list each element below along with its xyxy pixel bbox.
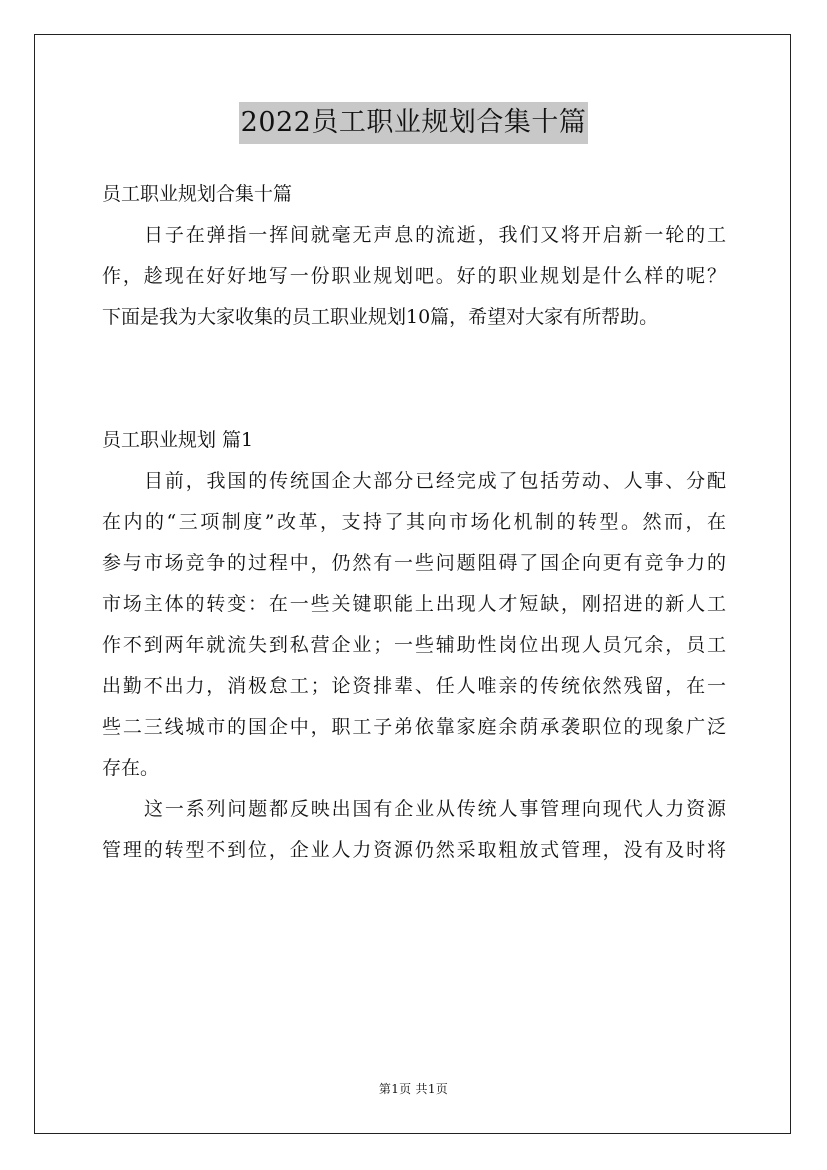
paragraph-line: 出勤不出力，消极怠工；论资排辈、任人唯亲的传统依然残留，在一 [102, 675, 726, 697]
page-footer: 第1页 共1页 [378, 1082, 449, 1096]
paragraph-line: 存在。 [102, 757, 160, 779]
section-paragraph-2 [102, 789, 726, 871]
paragraph-line: 参与市场竞争的过程中，仍然有一些问题阻碍了国企向更有竞争力的 [102, 552, 726, 574]
paragraph-line: 在内的“三项制度”改革，支持了其向市场化机制的转型。然而，在 [102, 511, 726, 533]
paragraph-line: 目前，我国的传统国企大部分已经完成了包括劳动、人事、分配 [144, 470, 726, 492]
title-container [0, 102, 827, 144]
document-title: 2022员工职业规划合集十篇 [239, 102, 589, 144]
document-subtitle: 员工职业规划合集十篇 [102, 183, 293, 205]
paragraph-line: 作不到两年就流失到私营企业；一些辅助性岗位出现人员冗余，员工 [102, 634, 726, 656]
blank-spacer [102, 338, 726, 420]
paragraph-line: 些二三线城市的国企中，职工子弟依靠家庭余荫承袭职位的现象广泛 [102, 716, 726, 738]
paragraph-line: 管理的转型不到位，企业人力资源仍然采取粗放式管理，没有及时将 [102, 839, 726, 861]
document-body [102, 174, 726, 871]
section-paragraph-1 [102, 461, 726, 789]
paragraph-line: 作，趁现在好好地写一份职业规划吧。好的职业规划是什么样的呢？ [102, 265, 726, 287]
paragraph-line: 这一系列问题都反映出国有企业从传统人事管理向现代人力资源 [144, 798, 726, 820]
paragraph-line: 市场主体的转变：在一些关键职能上出现人才短缺，刚招进的新人工 [102, 593, 726, 615]
paragraph-line: 日子在弹指一挥间就毫无声息的流逝，我们又将开启新一轮的工 [144, 224, 726, 246]
section-heading: 员工职业规划 篇1 [102, 429, 254, 451]
paragraph-line: 下面是我为大家收集的员工职业规划10篇，希望对大家有所帮助。 [102, 306, 659, 328]
intro-paragraph [102, 215, 726, 338]
